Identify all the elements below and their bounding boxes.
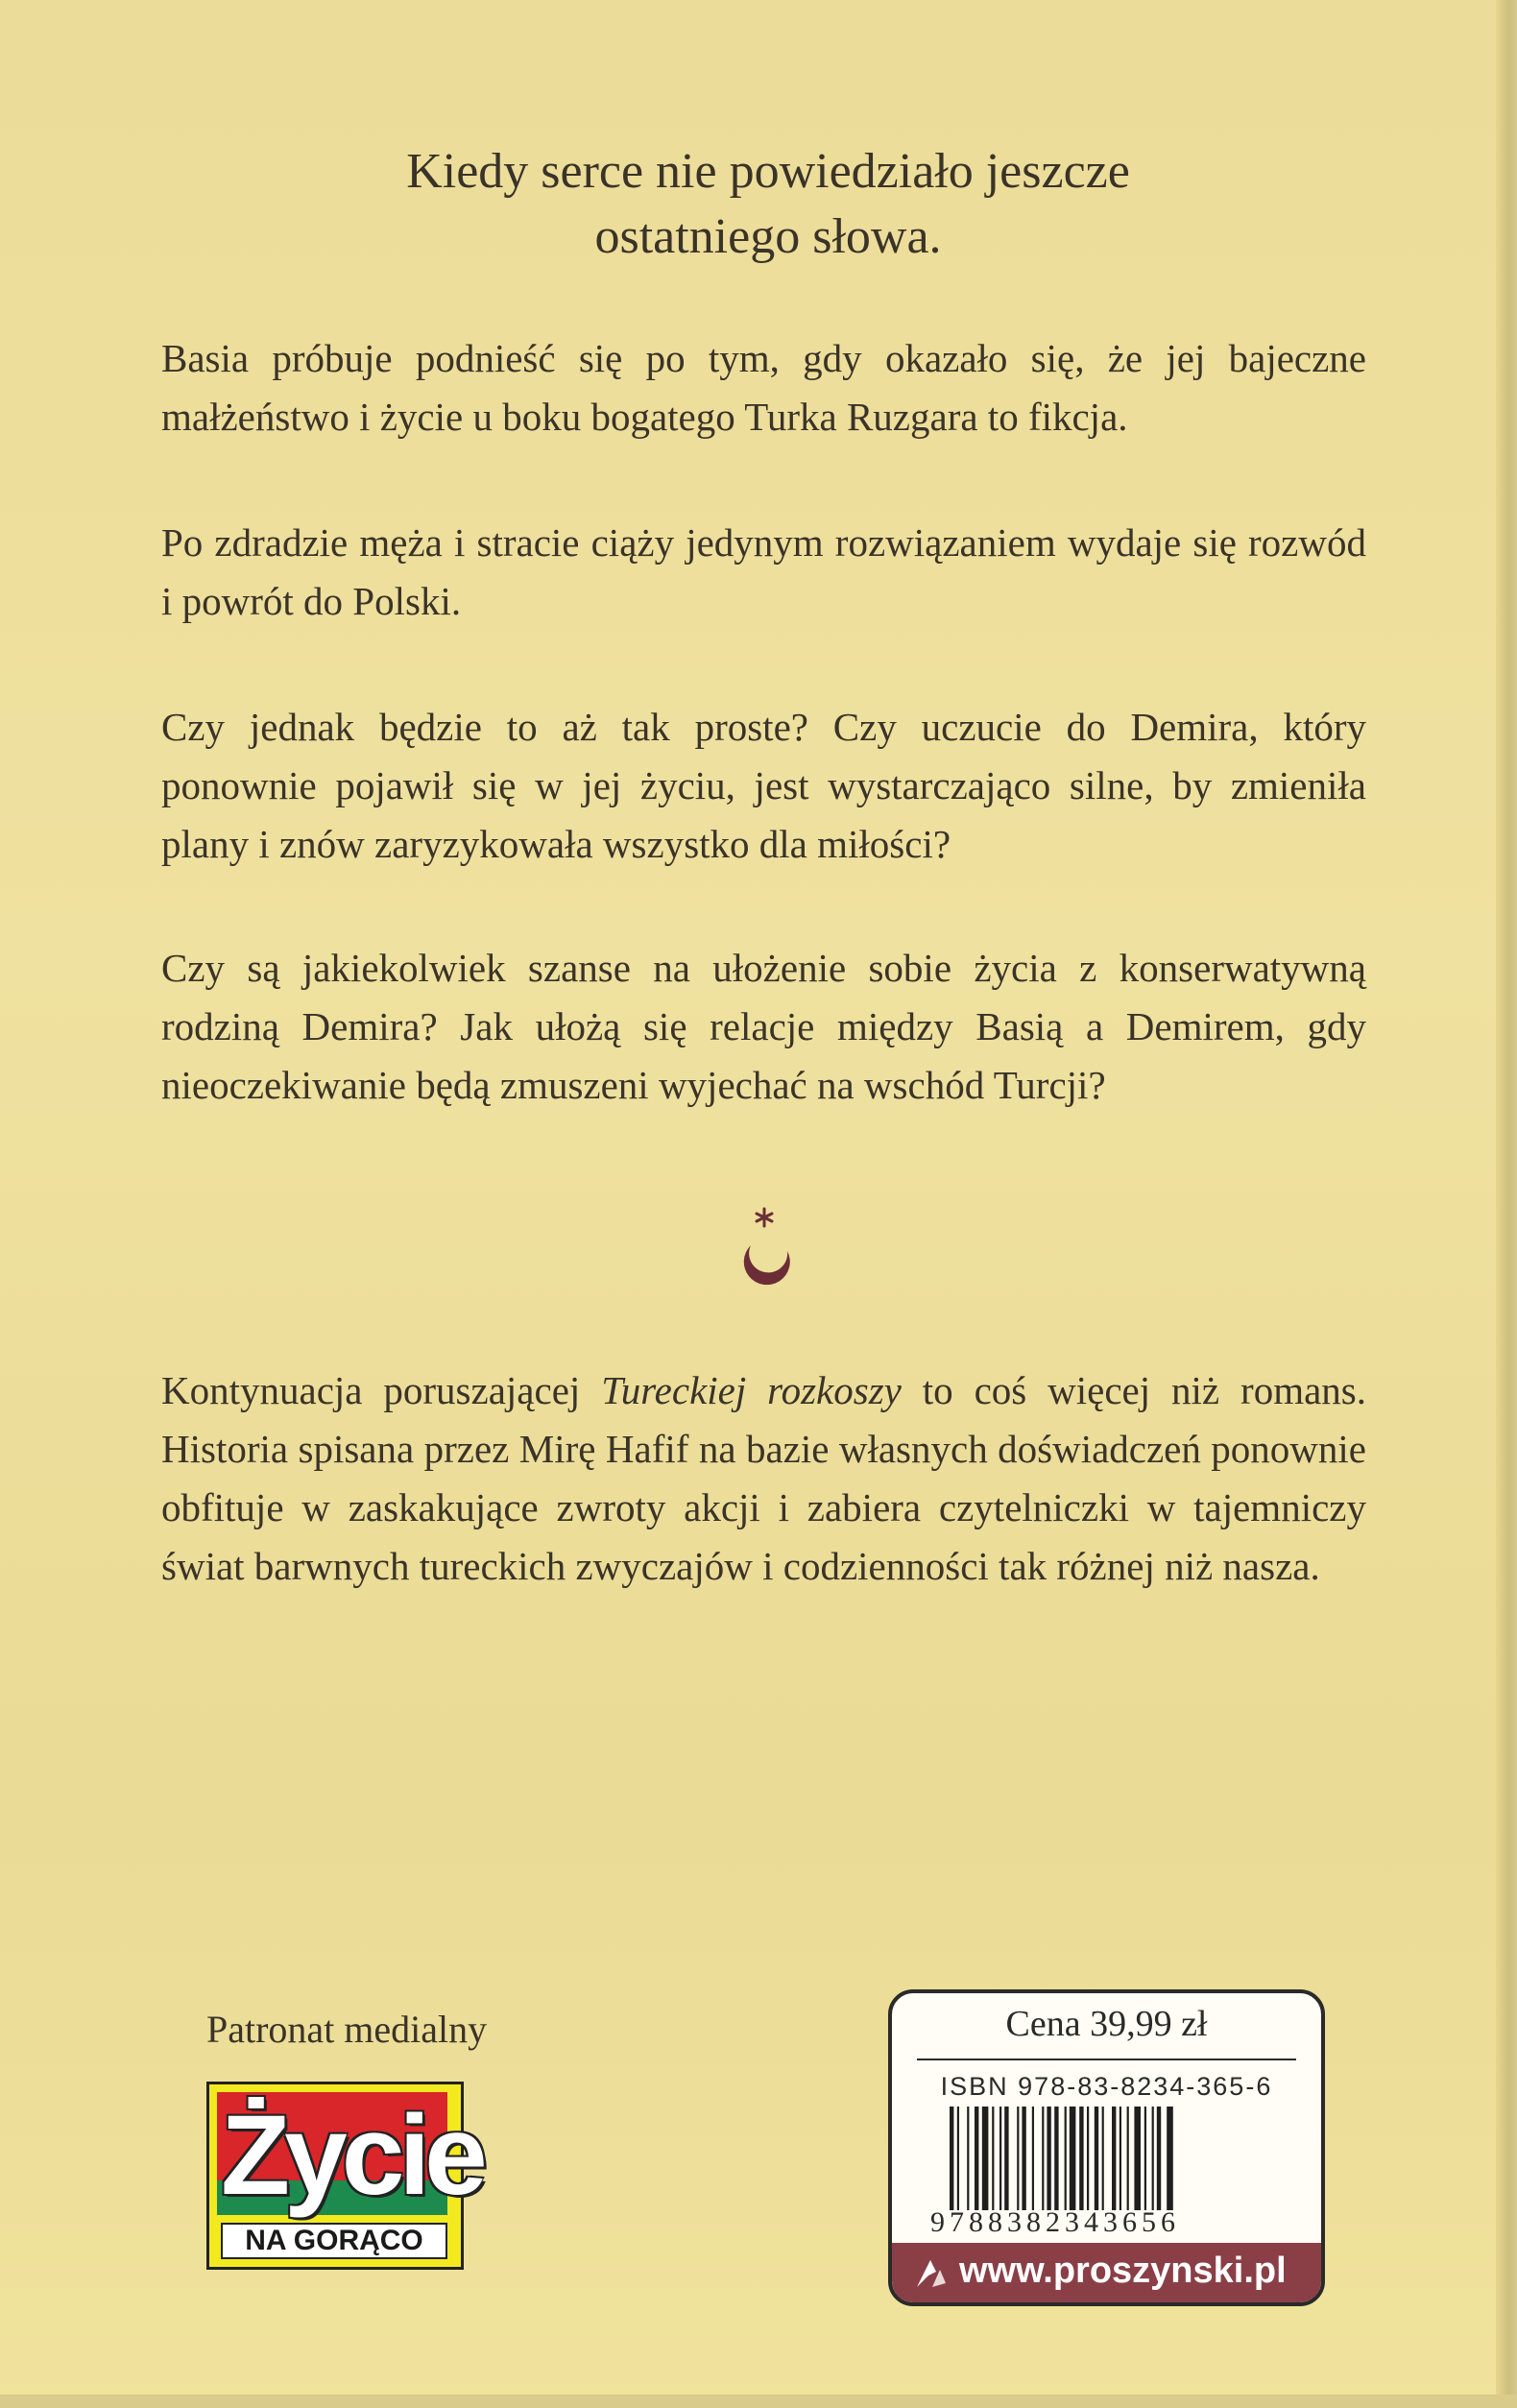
paragraph-5-start: Kontynuacja poruszającej — [161, 1368, 602, 1412]
price: Cena 39,99 zł — [1005, 2004, 1208, 2044]
barcode-bar — [1157, 2107, 1161, 2210]
barcode-bar — [1054, 2107, 1058, 2210]
barcode-bar — [957, 2107, 959, 2210]
blurb-paragraph-3: Czy jednak będzie to aż tak proste? Czy uczucie do Demira, który ponownie pojawił się w jej życiu, jest wystarczająco silne, by zmieniła plany i znów zaryzykowała wszystko dla miłości? — [161, 705, 1366, 866]
publisher-url: www.proszynski.pl — [959, 2251, 1287, 2291]
blurb-paragraph-5 — [161, 1361, 1366, 1596]
barcode-bar — [1167, 2107, 1173, 2210]
barcode-bar — [1079, 2107, 1083, 2210]
barcode — [948, 2107, 1255, 2210]
paragraph-5-rest: to coś więcej niż romans. Historia spisana przez Mirę Hafif na bazie własnych doświadczeń ponownie obfituje w zaskakujące zwroty akcji i zabiera czytelniczki w tajemniczy świat barwnych tureckich zwyczajów i codzienności tak różnej niż nasza. — [161, 1368, 1366, 1588]
barcode-bar — [950, 2107, 953, 2210]
barcode-bar — [992, 2107, 994, 2210]
price-barcode-label — [888, 1989, 1325, 2306]
blurb-paragraph-1: Basia próbuje podnieść się po tym, gdy okazało się, że jej bajeczne małżeństwo i życie u boku bogatego Turka Ruzgara to fikcja. — [161, 336, 1366, 439]
barcode-bar — [1127, 2107, 1129, 2210]
barcode-bar — [1065, 2107, 1067, 2210]
blurb-paragraph-4: Czy są jakiekolwiek szanse na ułożenie sobie życia z konserwatywną rodziną Demira? Jak ułożą się relacje między Basią a Demirem, gdy nieoczekiwanie będą zmuszeni wyjechać na wschód Turcji? — [161, 946, 1366, 1107]
magazine-logo-title: Życie — [221, 2092, 482, 2219]
blurb-paragraph-2: Po zdradzie męża i stracie ciąży jedynym rozwiązaniem wydaje się rozwód i powrót do Polski. — [161, 520, 1366, 623]
barcode-bar — [1022, 2107, 1025, 2210]
barcode-bar — [1112, 2107, 1116, 2210]
barcode-digits: 9788382343656 — [930, 2206, 1180, 2238]
barcode-bar — [999, 2107, 1001, 2210]
cover-edge — [1496, 0, 1517, 2408]
barcode-bar — [1134, 2107, 1141, 2210]
barcode-bar — [982, 2107, 989, 2210]
media-patronage-label: Patronat medialny — [206, 2008, 488, 2051]
barcode-bar — [1102, 2107, 1104, 2210]
magazine-logo — [206, 2082, 482, 2270]
isbn: ISBN 978-83-8234-365-6 — [940, 2072, 1273, 2101]
headline-line-1: Kiedy serce nie powiedziało jeszcze — [406, 144, 1130, 199]
publisher-bar — [892, 2243, 1321, 2302]
barcode-bar — [1087, 2107, 1089, 2210]
barcode-bar — [975, 2107, 978, 2210]
barcode-bar — [1004, 2107, 1008, 2210]
barcode-bar — [1144, 2107, 1146, 2210]
barcode-bar — [1042, 2107, 1044, 2210]
magazine-logo-subtitle: NA GORĄCO — [221, 2223, 447, 2259]
barcode-bar — [1070, 2107, 1076, 2210]
cover-bottom-edge — [0, 2395, 1517, 2408]
headline-line-2: ostatniego słowa. — [594, 209, 942, 264]
barcode-bar — [1047, 2107, 1050, 2210]
previous-book-title: Tureckiej rozkoszy — [601, 1368, 902, 1412]
divider — [917, 2059, 1296, 2060]
barcode-bar — [1095, 2107, 1098, 2210]
crescent-star-icon — [732, 1205, 799, 1291]
barcode-bar — [1017, 2107, 1019, 2210]
barcode-bar — [1032, 2107, 1034, 2210]
barcode-bar — [967, 2107, 969, 2210]
barcode-bar — [1120, 2107, 1121, 2210]
barcode-bar — [1152, 2107, 1154, 2210]
headline — [163, 139, 1373, 270]
publisher-logo-icon — [911, 2254, 950, 2293]
